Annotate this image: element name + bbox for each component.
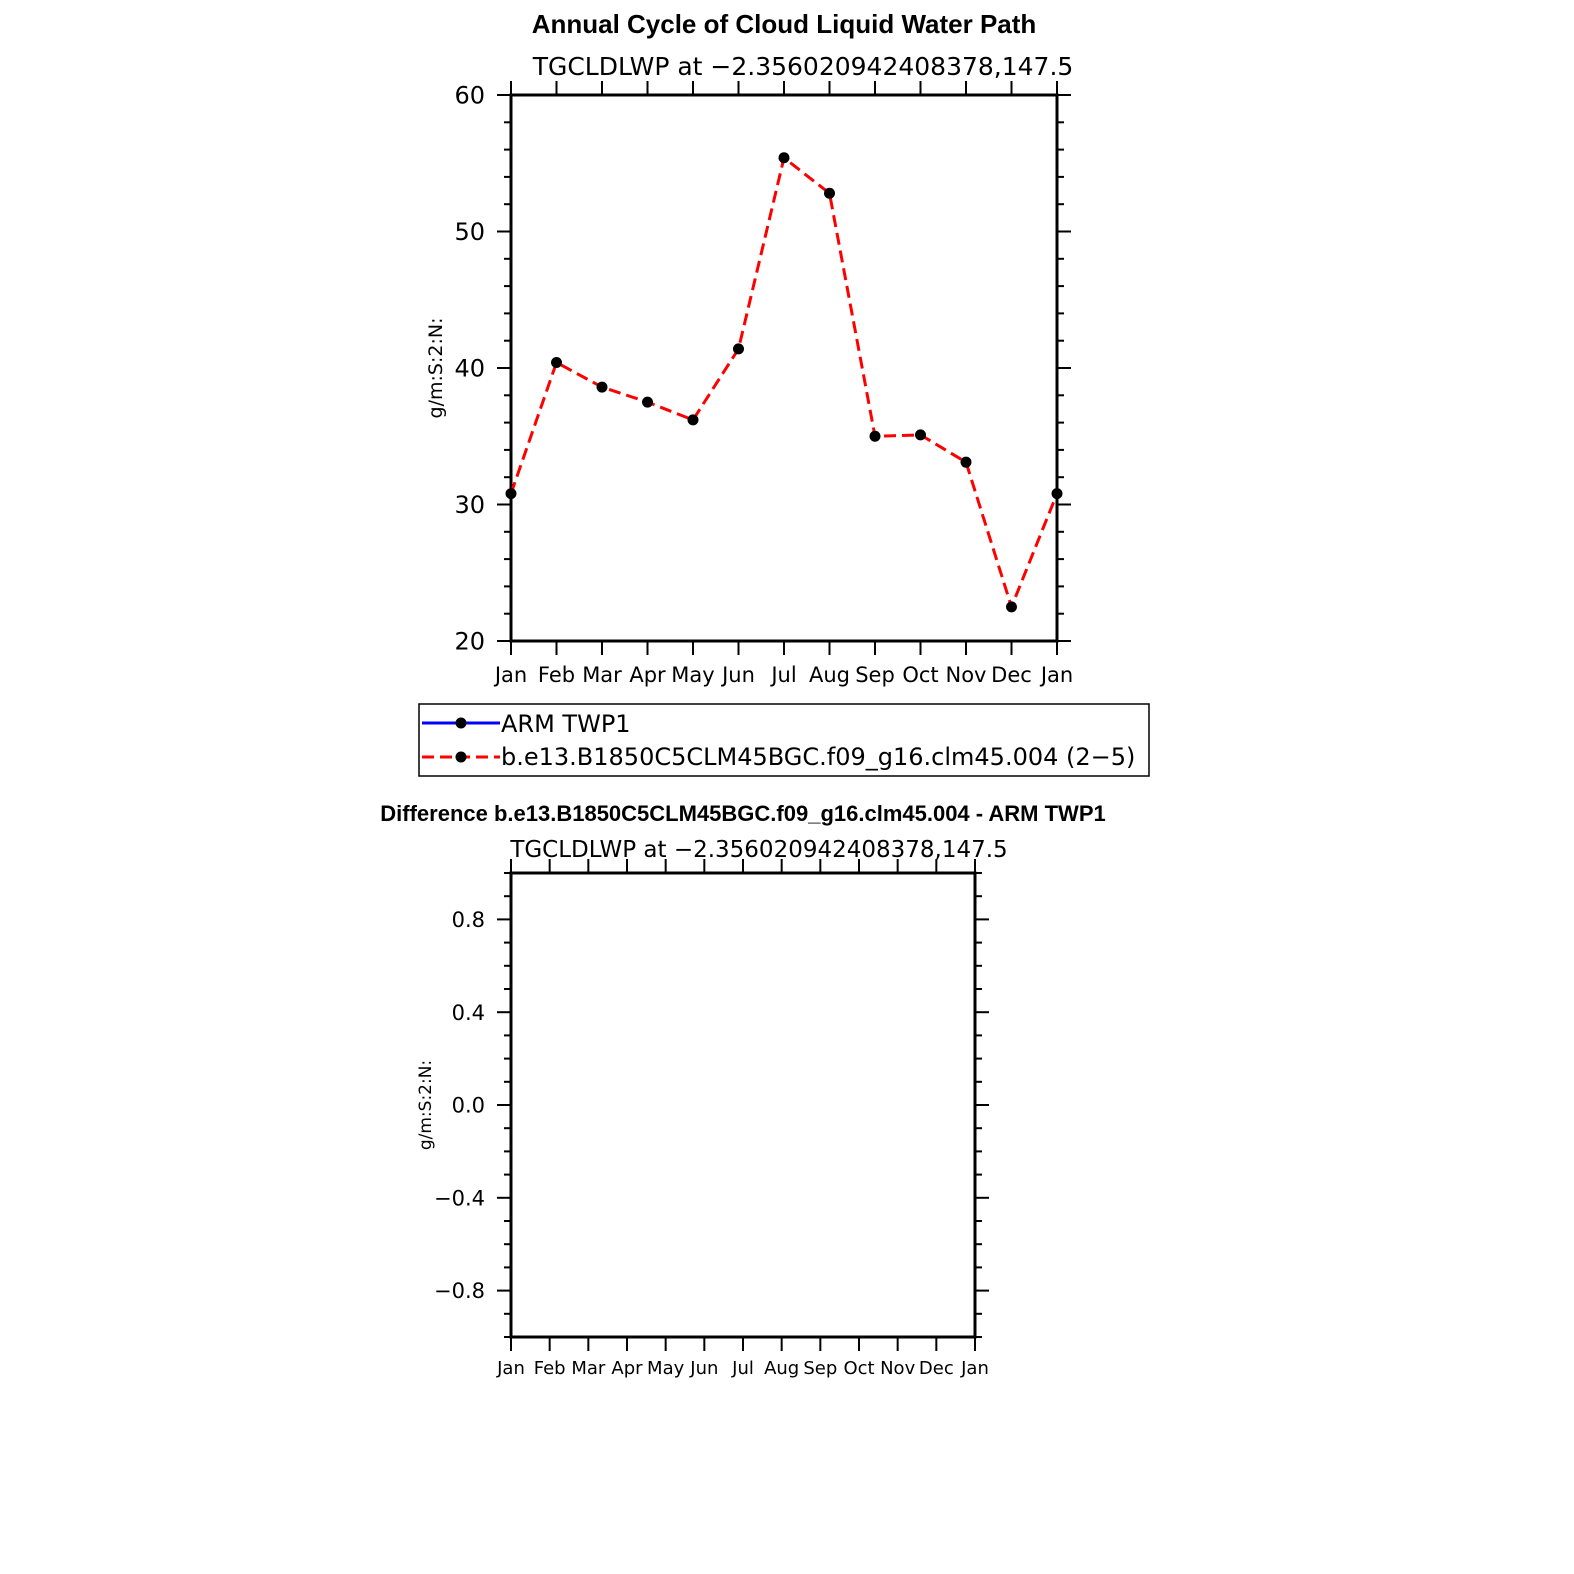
y-tick-label: 40	[454, 354, 485, 383]
x-tick-label: Nov	[945, 663, 987, 687]
bottom-plot-area	[434, 859, 989, 1379]
x-tick-label: Feb	[537, 663, 576, 687]
data-point	[870, 431, 881, 442]
x-tick-label: Apr	[611, 1358, 643, 1379]
y-tick-label: 60	[454, 81, 485, 110]
x-tick-label: Jan	[961, 1358, 989, 1379]
y-tick-label: 50	[454, 218, 485, 247]
data-point	[733, 343, 744, 354]
x-tick-label: Jun	[722, 663, 755, 687]
series-line-1	[511, 158, 1057, 607]
data-point	[1052, 488, 1063, 499]
data-point	[824, 188, 835, 199]
legend-marker-model	[456, 752, 467, 763]
x-tick-label: Jul	[732, 1358, 754, 1379]
x-tick-label: Jan	[494, 663, 528, 687]
data-point	[961, 457, 972, 468]
x-tick-label: Jul	[771, 663, 797, 687]
top-chart-title: Annual Cycle of Cloud Liquid Water Path	[531, 9, 1037, 39]
data-point	[688, 414, 699, 425]
x-tick-label: May	[647, 1358, 685, 1379]
legend-marker-arm	[456, 718, 467, 729]
top-chart-ylabel: g/m:S:2:N:	[425, 317, 447, 419]
data-point	[597, 382, 608, 393]
x-tick-label: Oct	[843, 1358, 875, 1379]
x-tick-label: Sep	[803, 1358, 838, 1379]
legend	[419, 704, 1149, 776]
x-tick-label: Jan	[497, 1358, 525, 1379]
legend-label-arm: ARM TWP1	[501, 710, 631, 738]
data-point	[642, 397, 653, 408]
y-tick-label: 30	[454, 491, 485, 520]
data-point	[915, 429, 926, 440]
x-tick-label: Jun	[690, 1358, 719, 1379]
x-tick-label: Feb	[533, 1358, 566, 1379]
x-tick-label: Aug	[808, 663, 851, 687]
x-tick-label: Mar	[571, 1358, 606, 1379]
bottom-chart-title: Difference b.e13.B1850C5CLM45BGC.f09_g16.clm45.004 - ARM TWP1	[380, 801, 1106, 826]
y-tick-label: 0.4	[451, 1000, 485, 1025]
data-point	[1006, 601, 1017, 612]
x-tick-label: May	[671, 663, 715, 687]
x-tick-label: Oct	[902, 663, 939, 687]
top-chart-subtitle: TGCLDLWP at −2.356020942408378,147.5	[532, 52, 1074, 81]
data-point	[506, 488, 517, 499]
y-tick-label: 0.0	[451, 1093, 485, 1118]
y-tick-label: 20	[454, 627, 485, 656]
x-tick-label: Dec	[991, 663, 1032, 687]
x-tick-label: Sep	[855, 663, 895, 687]
top-plot-area	[454, 81, 1073, 687]
x-tick-label: Apr	[629, 663, 666, 687]
bottom-chart-ylabel: g/m:S:2:N:	[416, 1059, 436, 1151]
x-tick-label: Aug	[764, 1358, 800, 1379]
y-tick-label: 0.8	[451, 907, 485, 932]
y-tick-label: −0.8	[434, 1279, 485, 1304]
x-tick-label: Jan	[1040, 663, 1074, 687]
data-point	[551, 357, 562, 368]
bottom-chart-subtitle: TGCLDLWP at −2.356020942408378,147.5	[510, 837, 1008, 863]
x-tick-label: Mar	[582, 663, 622, 687]
x-tick-label: Dec	[918, 1358, 954, 1379]
x-tick-label: Nov	[880, 1358, 916, 1379]
y-tick-label: −0.4	[434, 1186, 485, 1211]
plot-frame	[511, 95, 1057, 641]
plot-frame	[511, 873, 975, 1337]
legend-label-model: b.e13.B1850C5CLM45BGC.f09_g16.clm45.004 (2−5)	[501, 743, 1136, 771]
data-point	[779, 152, 790, 163]
